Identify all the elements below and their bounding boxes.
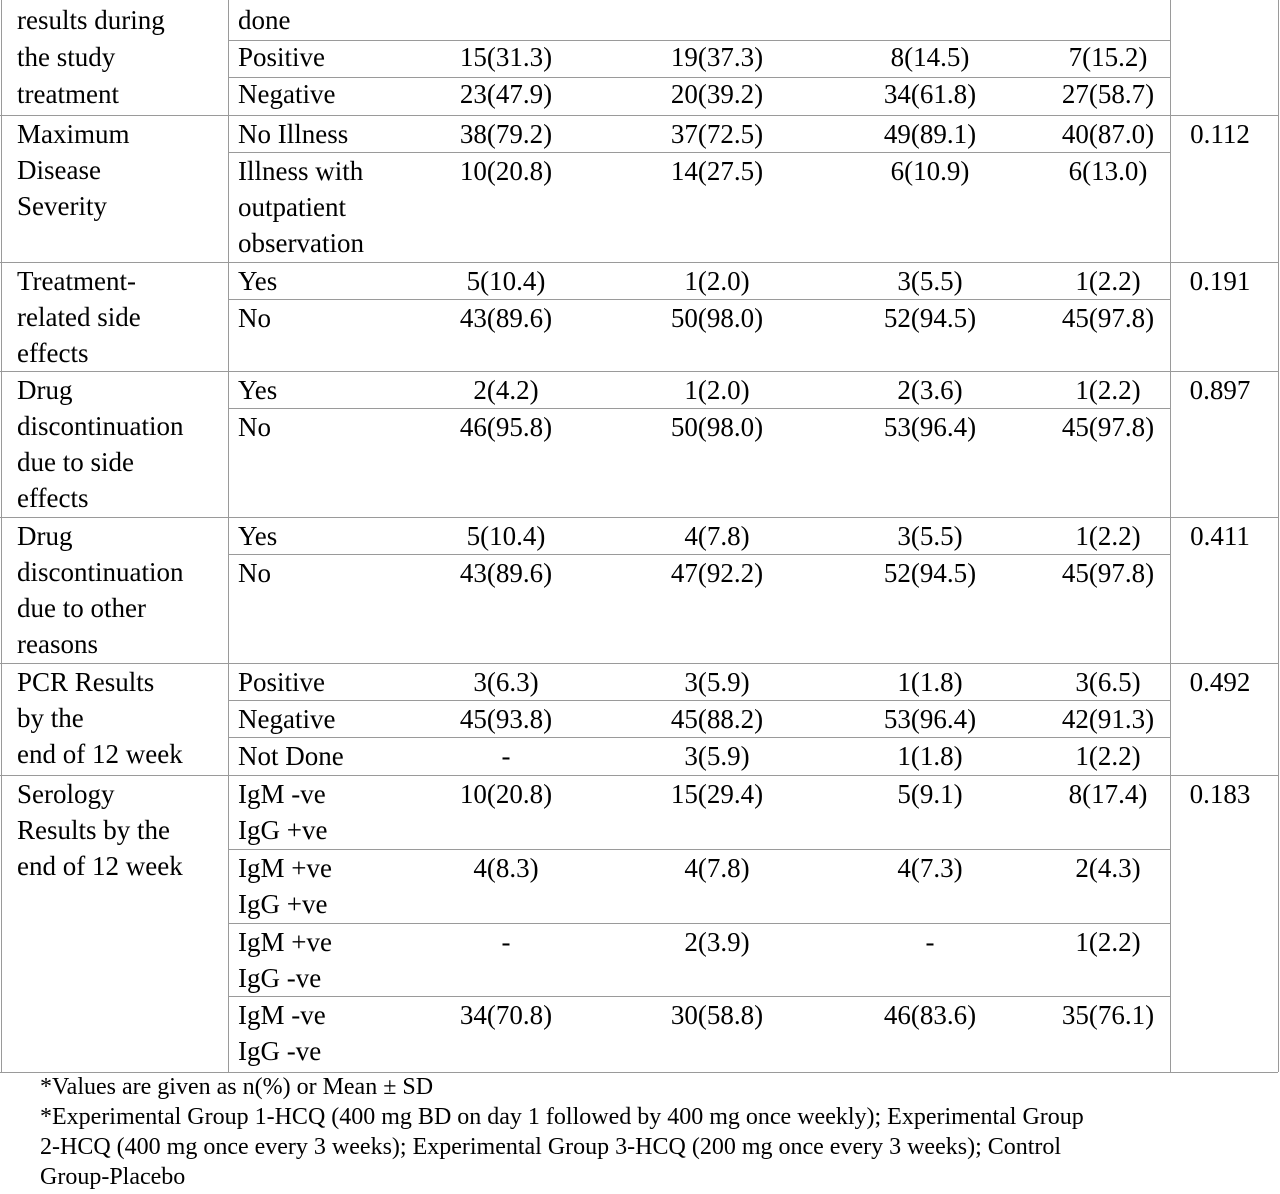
table-cell: 15(31.3) bbox=[459, 42, 553, 72]
response-label: IgG +ve bbox=[238, 889, 328, 919]
table-cell: 34(70.8) bbox=[459, 1000, 553, 1030]
row-label-line: PCR Results bbox=[17, 667, 155, 697]
table-cell: 53(96.4) bbox=[883, 704, 977, 734]
response-label: Yes bbox=[238, 266, 278, 296]
table-cell: 3(6.5) bbox=[1075, 667, 1141, 697]
table-cell: 2(3.9) bbox=[684, 927, 750, 957]
row-divider bbox=[228, 923, 1170, 924]
table-cell: 4(7.8) bbox=[684, 521, 750, 551]
table-cell: 45(97.8) bbox=[1061, 412, 1155, 442]
row-label-line: Results by the bbox=[17, 815, 170, 845]
row-label-line: discontinuation bbox=[17, 557, 184, 587]
table-cell: 1(2.2) bbox=[1075, 927, 1141, 957]
table-cell: 14(27.5) bbox=[670, 156, 764, 186]
table-cell: 53(96.4) bbox=[883, 412, 977, 442]
table-cell: 4(7.8) bbox=[684, 853, 750, 883]
table-right-border bbox=[1278, 0, 1279, 1072]
response-label: Negative bbox=[238, 704, 336, 734]
table-cell: 20(39.2) bbox=[670, 79, 764, 109]
row-label-line: due to other bbox=[17, 593, 146, 623]
table-cell: 7(15.2) bbox=[1068, 42, 1148, 72]
table-cell: 1(1.8) bbox=[897, 667, 963, 697]
table-cell: 1(2.2) bbox=[1075, 266, 1141, 296]
table-cell: 43(89.6) bbox=[459, 303, 553, 333]
response-label: Yes bbox=[238, 375, 278, 405]
response-label: No bbox=[238, 303, 271, 333]
table-cell: 2(3.6) bbox=[897, 375, 963, 405]
p-value: 0.411 bbox=[1190, 521, 1250, 551]
row-divider bbox=[228, 700, 1170, 701]
table-cell: 15(29.4) bbox=[670, 779, 764, 809]
p-value: 0.897 bbox=[1189, 375, 1251, 405]
row-label-line: Drug bbox=[17, 521, 73, 551]
table-cell: 49(89.1) bbox=[883, 119, 977, 149]
table-cell: 6(10.9) bbox=[890, 156, 970, 186]
row-label-line: Treatment- bbox=[17, 266, 136, 296]
table-cell: 35(76.1) bbox=[1061, 1000, 1155, 1030]
table-cell: 1(2.2) bbox=[1075, 521, 1141, 551]
response-label: IgM -ve bbox=[238, 779, 326, 809]
row-divider bbox=[228, 849, 1170, 850]
table-cell: 2(4.2) bbox=[473, 375, 539, 405]
p-value: 0.492 bbox=[1189, 667, 1251, 697]
response-label: Positive bbox=[238, 42, 326, 72]
table-cell: 50(98.0) bbox=[670, 303, 764, 333]
response-label: IgG -ve bbox=[238, 963, 322, 993]
row-label-line: due to side bbox=[17, 447, 134, 477]
table-cell: 19(37.3) bbox=[670, 42, 764, 72]
table-cell: - bbox=[925, 927, 935, 957]
response-label: done bbox=[238, 5, 291, 35]
table-cell: 4(8.3) bbox=[473, 853, 539, 883]
row-label-line: related side bbox=[17, 302, 141, 332]
p-value: 0.112 bbox=[1190, 119, 1250, 149]
table-cell: - bbox=[501, 927, 511, 957]
table-cell: 47(92.2) bbox=[670, 558, 764, 588]
table-left-border bbox=[1, 0, 2, 1072]
footnote-line: Group-Placebo bbox=[40, 1164, 186, 1190]
row-divider bbox=[228, 299, 1170, 300]
table-cell: 1(2.2) bbox=[1075, 741, 1141, 771]
table-cell: 27(58.7) bbox=[1061, 79, 1155, 109]
response-label: Illness with bbox=[238, 156, 364, 186]
row-label-line: effects bbox=[17, 338, 89, 368]
response-label: No bbox=[238, 412, 271, 442]
table-cell: 30(58.8) bbox=[670, 1000, 764, 1030]
table-cell: 3(5.9) bbox=[684, 741, 750, 771]
row-label-line: end of 12 week bbox=[17, 739, 183, 769]
response-label: IgG -ve bbox=[238, 1036, 322, 1066]
table-cell: 5(9.1) bbox=[897, 779, 963, 809]
table-cell: 45(93.8) bbox=[459, 704, 553, 734]
row-divider bbox=[228, 554, 1170, 555]
row-label-line: results during bbox=[17, 5, 165, 35]
table-cell: 1(2.0) bbox=[684, 375, 750, 405]
row-label-line: Drug bbox=[17, 375, 73, 405]
response-label: IgM -ve bbox=[238, 1000, 326, 1030]
table-cell: 10(20.8) bbox=[459, 156, 553, 186]
table-cell: 3(5.9) bbox=[684, 667, 750, 697]
table-cell: 3(5.5) bbox=[897, 266, 963, 296]
row-label-line: Maximum bbox=[17, 119, 130, 149]
row-label-line: by the bbox=[17, 703, 84, 733]
row-label-line: the study bbox=[17, 42, 116, 72]
row-label-line: end of 12 week bbox=[17, 851, 183, 881]
table-cell: 52(94.5) bbox=[883, 303, 977, 333]
row-label-line: effects bbox=[17, 483, 89, 513]
table-cell: 5(10.4) bbox=[466, 521, 546, 551]
table-cell: 3(6.3) bbox=[473, 667, 539, 697]
footnote-line: 2-HCQ (400 mg once every 3 weeks); Experimental Group 3-HCQ (200 mg once every 3 weeks); Control bbox=[40, 1134, 1062, 1160]
table-cell: 5(10.4) bbox=[466, 266, 546, 296]
row-label-line: Disease bbox=[17, 155, 101, 185]
response-label: outpatient bbox=[238, 192, 346, 222]
response-label: Yes bbox=[238, 521, 278, 551]
table-cell: 45(97.8) bbox=[1061, 303, 1155, 333]
table-cell: 3(5.5) bbox=[897, 521, 963, 551]
table-cell: 4(7.3) bbox=[897, 853, 963, 883]
response-label: IgM +ve bbox=[238, 927, 332, 957]
response-label: observation bbox=[238, 228, 364, 258]
response-label: Negative bbox=[238, 79, 336, 109]
response-label: No bbox=[238, 558, 271, 588]
table-cell: 8(14.5) bbox=[890, 42, 970, 72]
response-label: IgG +ve bbox=[238, 815, 328, 845]
response-label: Positive bbox=[238, 667, 326, 697]
table-cell: 1(2.2) bbox=[1075, 375, 1141, 405]
p-value: 0.191 bbox=[1189, 266, 1251, 296]
footnote-line: *Experimental Group 1-HCQ (400 mg BD on day 1 followed by 400 mg once weekly); Experimental Group bbox=[40, 1104, 1084, 1130]
table-cell: 45(88.2) bbox=[670, 704, 764, 734]
response-label: Not Done bbox=[238, 741, 344, 771]
table-cell: 2(4.3) bbox=[1075, 853, 1141, 883]
table-cell: 1(2.0) bbox=[684, 266, 750, 296]
table-cell: 40(87.0) bbox=[1061, 119, 1155, 149]
row-label-line: treatment bbox=[17, 79, 119, 109]
table-cell: 42(91.3) bbox=[1061, 704, 1155, 734]
row-divider bbox=[228, 737, 1170, 738]
table-cell: 23(47.9) bbox=[459, 79, 553, 109]
table-cell: 38(79.2) bbox=[459, 119, 553, 149]
row-label-line: Serology bbox=[17, 779, 115, 809]
table-cell: 34(61.8) bbox=[883, 79, 977, 109]
table-cell: 52(94.5) bbox=[883, 558, 977, 588]
table-cell: 1(1.8) bbox=[897, 741, 963, 771]
table-cell: 37(72.5) bbox=[670, 119, 764, 149]
row-label-line: Severity bbox=[17, 191, 107, 221]
row-label-line: reasons bbox=[17, 629, 98, 659]
row-label-line: discontinuation bbox=[17, 411, 184, 441]
p-value: 0.183 bbox=[1189, 779, 1251, 809]
row-divider bbox=[228, 996, 1170, 997]
label-column-divider bbox=[228, 0, 229, 1072]
table-cell: 46(95.8) bbox=[459, 412, 553, 442]
row-divider bbox=[228, 408, 1170, 409]
table-cell: 50(98.0) bbox=[670, 412, 764, 442]
table-cell: 45(97.8) bbox=[1061, 558, 1155, 588]
table-cell: 46(83.6) bbox=[883, 1000, 977, 1030]
row-divider bbox=[228, 152, 1170, 153]
response-label: No Illness bbox=[238, 119, 349, 149]
table-cell: 8(17.4) bbox=[1068, 779, 1148, 809]
response-label: IgM +ve bbox=[238, 853, 332, 883]
table-cell: 10(20.8) bbox=[459, 779, 553, 809]
table-cell: 43(89.6) bbox=[459, 558, 553, 588]
table-cell: - bbox=[501, 741, 511, 771]
table-cell: 6(13.0) bbox=[1068, 156, 1148, 186]
footnote-line: *Values are given as n(%) or Mean ± SD bbox=[40, 1074, 434, 1100]
